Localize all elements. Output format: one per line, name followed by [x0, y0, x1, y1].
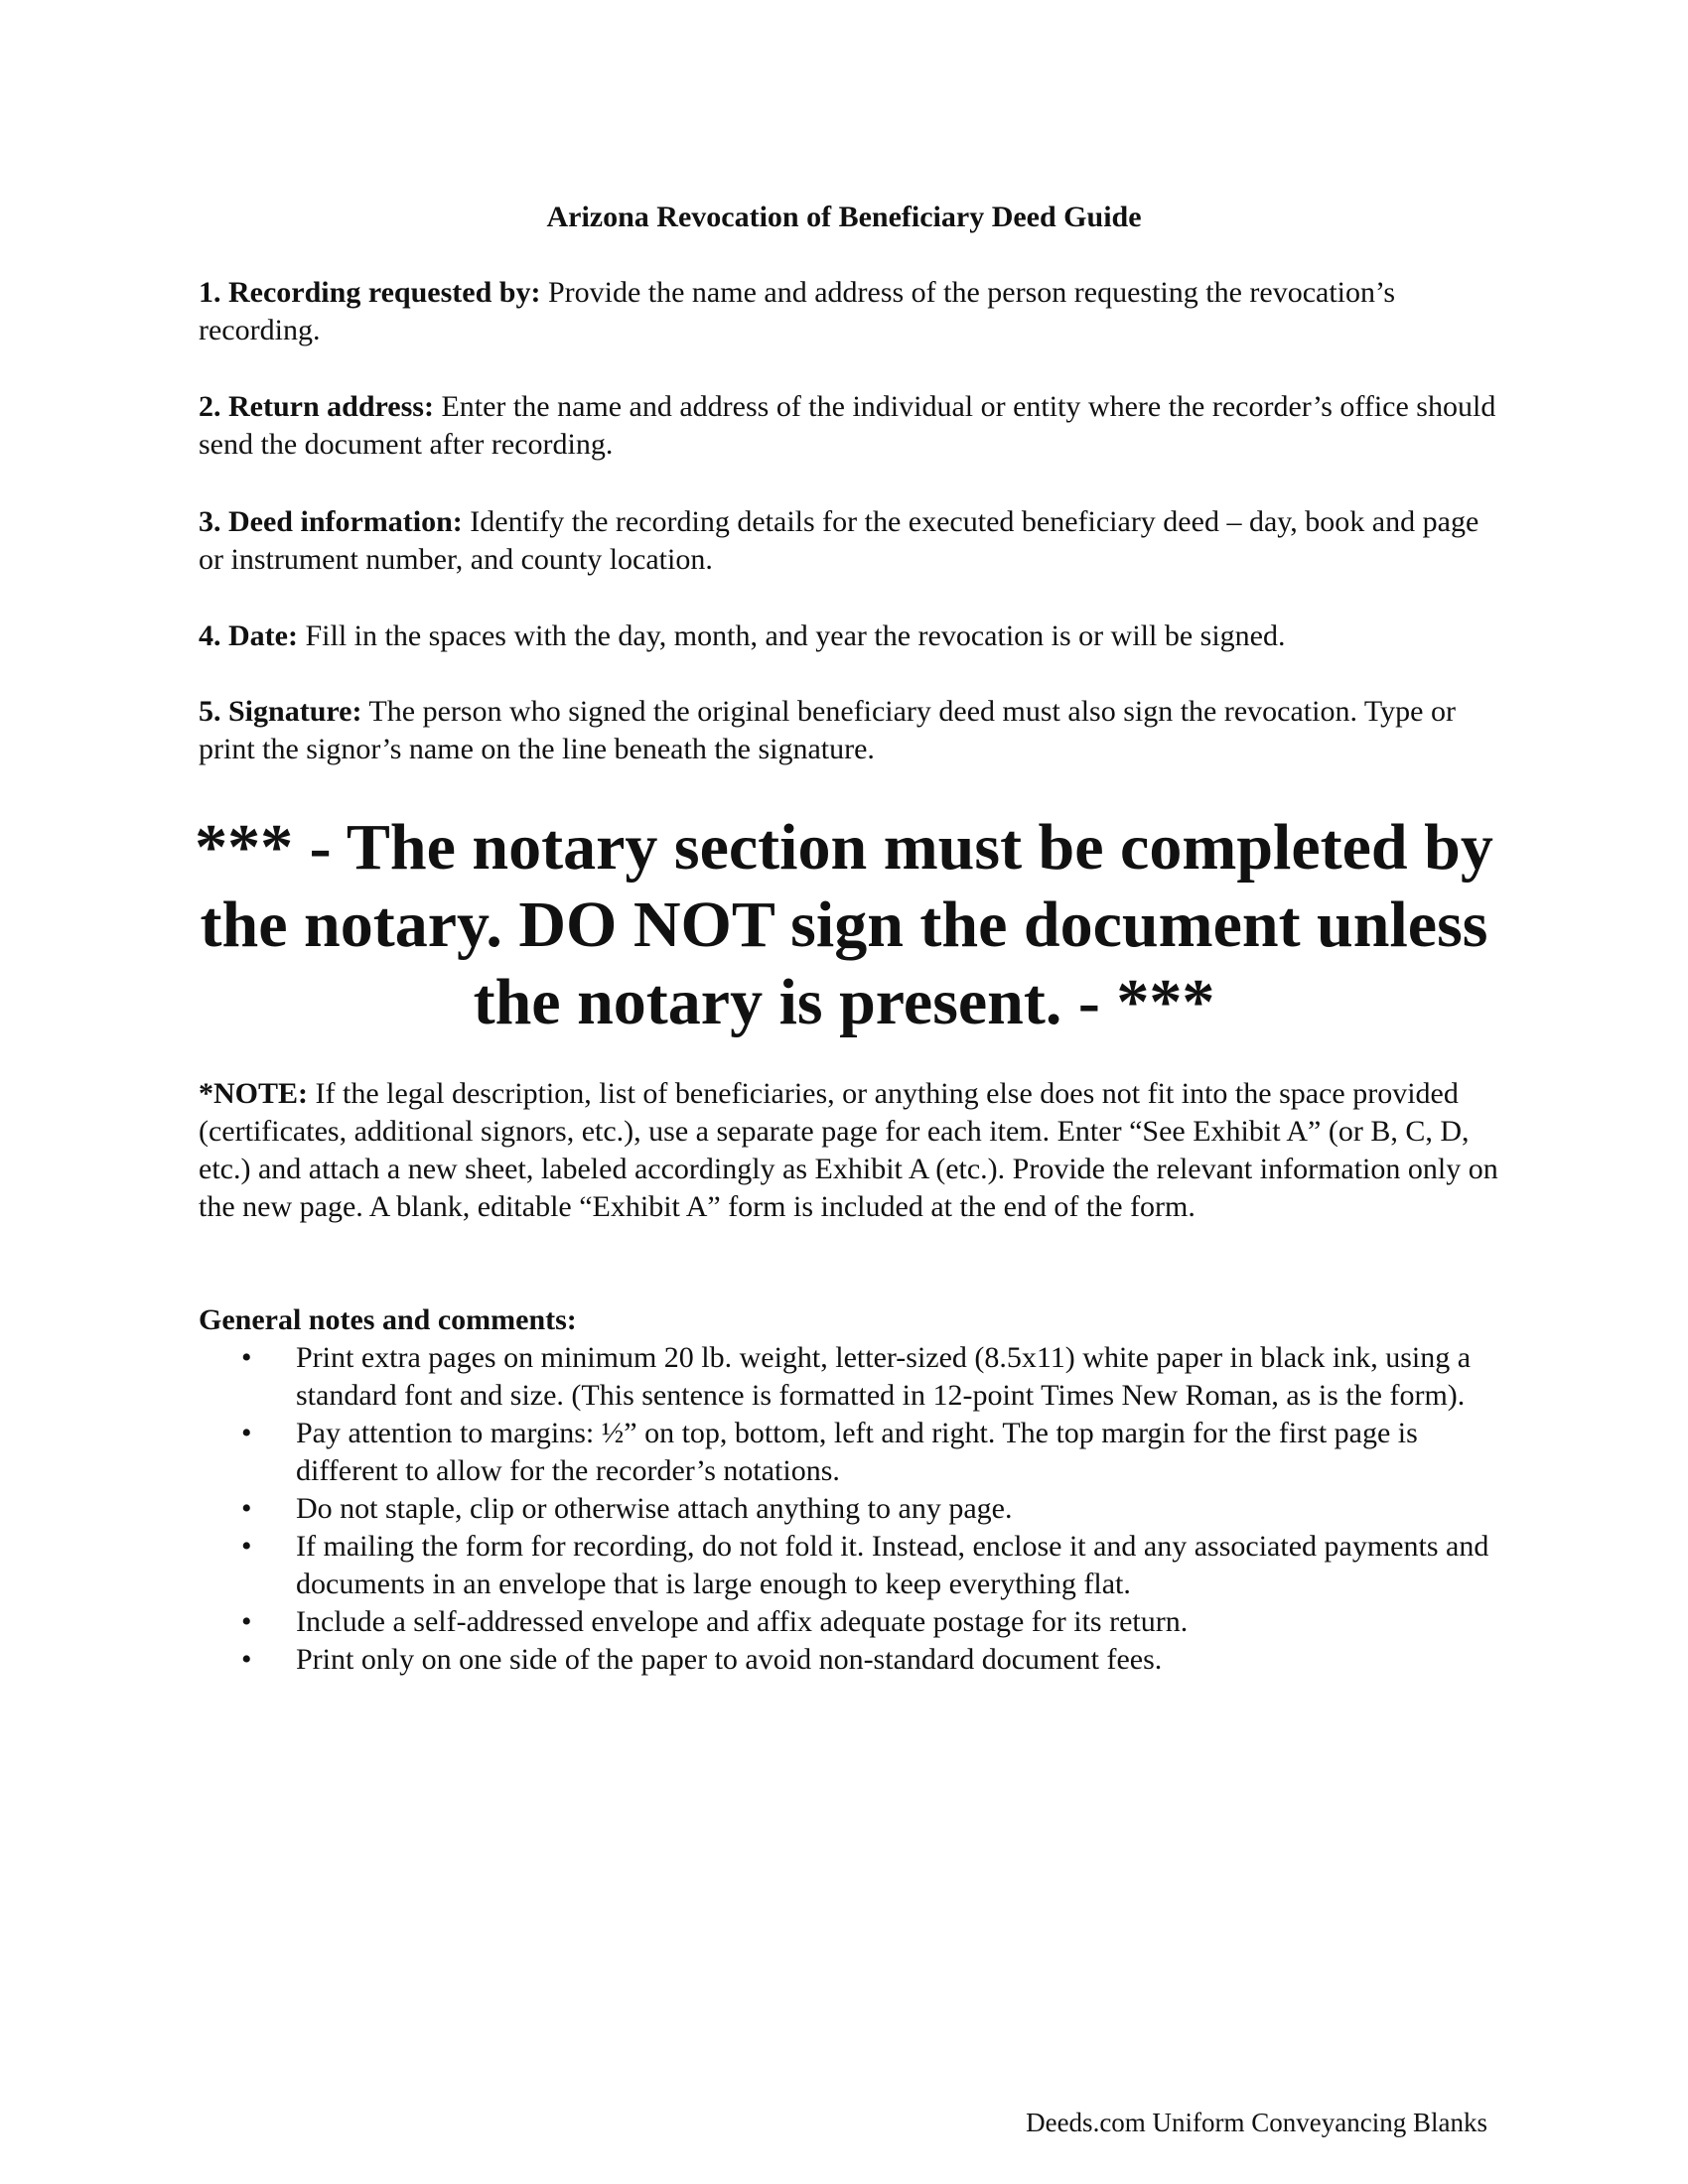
- list-item: [199, 1339, 1489, 1415]
- guide-item-text: Provide the name and address of the person requesting the revocation’s recording.: [199, 276, 1396, 346]
- guide-item-label: 1. Recording requested by:: [199, 276, 541, 309]
- list-item-text: Print only on one side of the paper to avoid non-standard document fees.: [296, 1643, 1163, 1676]
- bullet-icon: •: [241, 1417, 252, 1449]
- list-item: [199, 1415, 1489, 1490]
- guide-item-text: The person who signed the original beneficiary deed must also sign the revocation. Type or print the signor’s name on the line beneath the signature.: [199, 695, 1456, 765]
- general-notes-list: [199, 1339, 1489, 1679]
- list-item-text: Include a self-addressed envelope and affix adequate postage for its return.: [296, 1605, 1189, 1638]
- guide-item-label: 4. Date:: [199, 619, 298, 652]
- guide-item-label: 3. Deed information:: [199, 505, 463, 538]
- document-title: Arizona Revocation of Beneficiary Deed Guide: [546, 201, 1142, 233]
- bullet-icon: •: [241, 1643, 252, 1676]
- guide-item-signature: [199, 693, 1499, 768]
- bullet-icon: •: [241, 1341, 252, 1374]
- list-item: [199, 1641, 1489, 1679]
- list-item-text: Pay attention to margins: ½” on top, bottom, left and right. The top margin for the first page is different to allow for the recorder’s notations.: [296, 1417, 1418, 1487]
- general-notes-heading: General notes and comments:: [199, 1303, 577, 1336]
- bullet-icon: •: [241, 1530, 252, 1563]
- note-paragraph: [199, 1075, 1499, 1226]
- list-item: [199, 1490, 1489, 1528]
- guide-item-deed-information: [199, 503, 1499, 579]
- list-item-text: Print extra pages on minimum 20 lb. weight, letter-sized (8.5x11) white paper in black ink, using a standard font and size. (This sentence is formatted in 12-point Times New Roman, as is the form).: [296, 1341, 1472, 1412]
- bullet-icon: •: [241, 1492, 252, 1525]
- note-text: If the legal description, list of beneficiaries, or anything else does not fit into the space provided (certificates, additional signors, etc.), use a separate page for each item. Enter “See Exhibit A” (or B, C, D, etc.) and attach a new sheet, labeled accordingly as Exhibit A (etc.). Provide the relevant information only on the new page. A blank, editable “Exhibit A” form is included at the end of the form.: [199, 1077, 1498, 1223]
- list-item: [199, 1528, 1489, 1603]
- guide-item-date: [199, 617, 1499, 655]
- guide-item-text: Identify the recording details for the executed beneficiary deed – day, book and page or instrument number, and county location.: [199, 505, 1479, 576]
- guide-item-text: Enter the name and address of the individual or entity where the recorder’s office should send the document after recording.: [199, 390, 1496, 461]
- list-item: [199, 1603, 1489, 1641]
- list-item-text: Do not staple, clip or otherwise attach anything to any page.: [296, 1492, 1013, 1525]
- guide-item-text: Fill in the spaces with the day, month, and year the revocation is or will be signed.: [297, 619, 1286, 652]
- guide-item-label: 2. Return address:: [199, 390, 434, 423]
- bullet-icon: •: [241, 1605, 252, 1638]
- guide-item-label: 5. Signature:: [199, 695, 362, 728]
- list-item-text: If mailing the form for recording, do not fold it. Instead, enclose it and any associated payments and documents in an envelope that is large enough to keep everything flat.: [296, 1530, 1489, 1600]
- page-footer: Deeds.com Uniform Conveyancing Blanks: [1026, 2108, 1487, 2137]
- guide-item-return-address: [199, 388, 1499, 464]
- guide-item-recording-requested-by: [199, 274, 1499, 349]
- notary-notice: *** - The notary section must be completed by the notary. DO NOT sign the document unless the notary is present. - ***: [195, 811, 1493, 1038]
- note-label: *NOTE:: [199, 1077, 309, 1110]
